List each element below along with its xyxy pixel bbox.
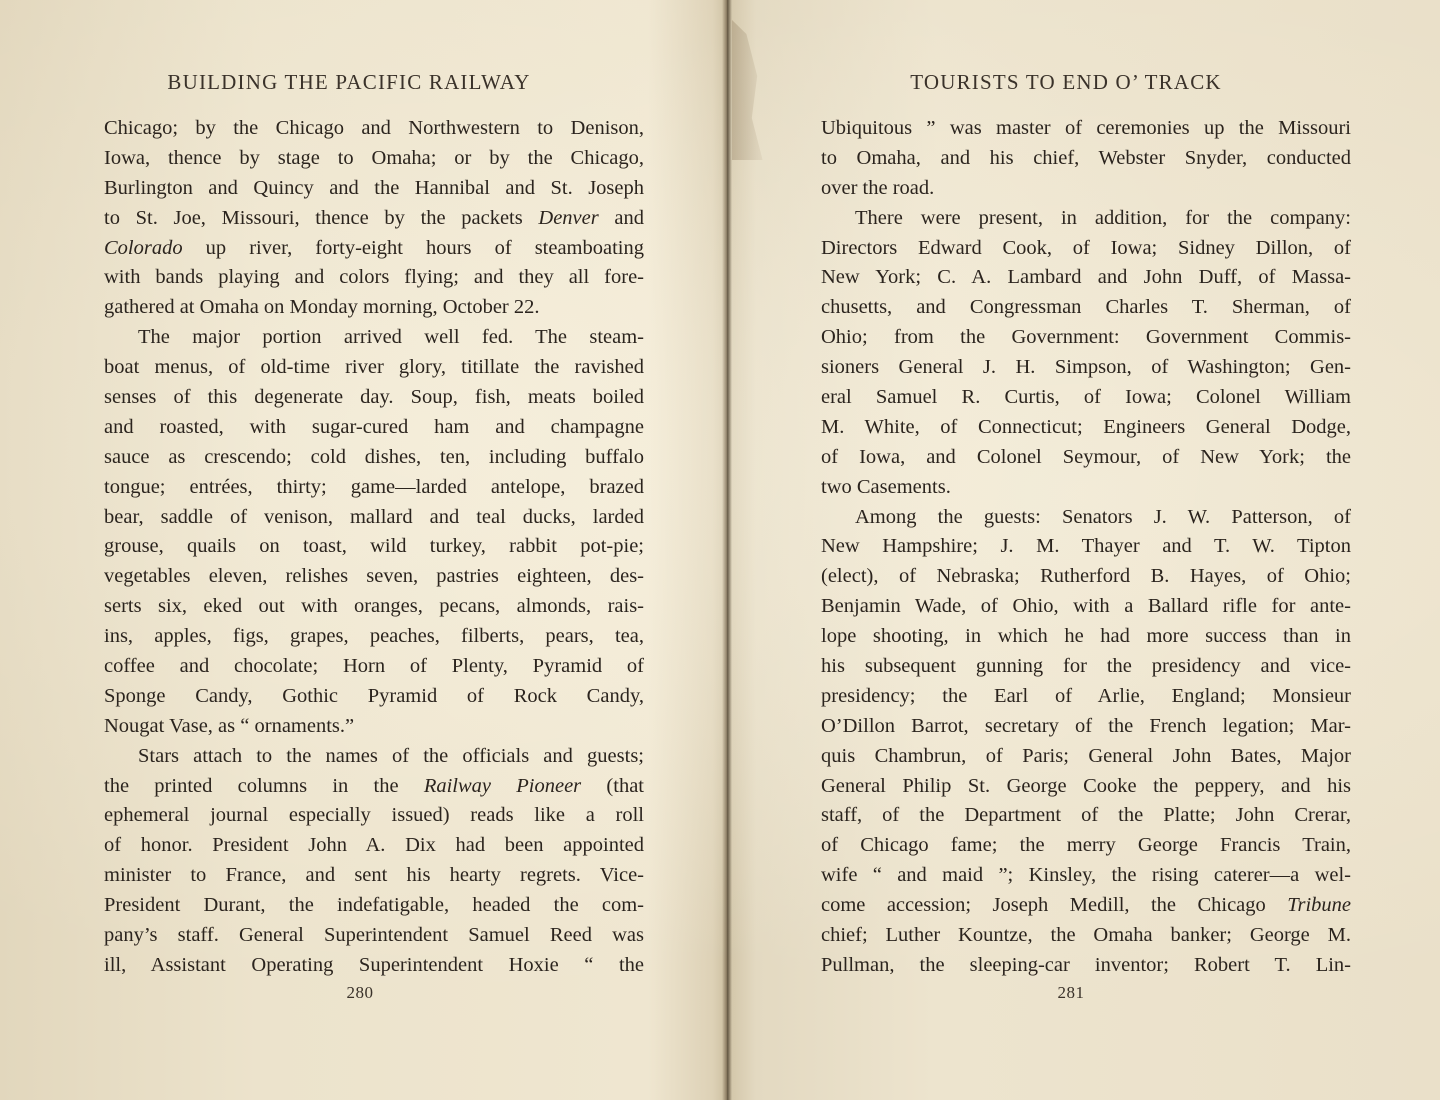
text-run: quis Chambrun, of Paris; General John Bates, Major [821, 744, 1351, 767]
text-line [821, 503, 1351, 533]
text-line [821, 413, 1351, 443]
text-run: the printed columns in the [104, 774, 424, 797]
text-line [104, 204, 644, 234]
left-page [104, 0, 644, 1100]
text-run: of honor. President John A. Dix had been appointed [104, 834, 644, 857]
text-line [821, 951, 1351, 981]
text-run: (elect), of Nebraska; Rutherford B. Hayes, of Ohio; [821, 565, 1351, 588]
text-line [104, 532, 644, 562]
text-run: New York; C. A. Lambard and John Duff, of Massa- [821, 266, 1351, 289]
text-run: over the road. [821, 176, 935, 199]
text-line [821, 174, 1351, 204]
text-run: senses of this degenerate day. Soup, fish, meats boiled [104, 386, 644, 409]
text-run: Nougat Vase, as “ ornaments.” [104, 714, 355, 737]
text-run: grouse, quails on toast, wild turkey, rabbit pot-pie; [104, 535, 644, 558]
text-run: General Philip St. George Cooke the peppery, and his [821, 774, 1351, 797]
text-run: O’Dillon Barrot, secretary of the French legation; Mar- [821, 714, 1351, 737]
text-line [104, 383, 644, 413]
text-line [104, 144, 644, 174]
text-run: President Durant, the indefatigable, headed the com- [104, 894, 644, 917]
text-line [821, 652, 1351, 682]
text-run: Ubiquitous ” was master of ceremonies up the Missouri [821, 117, 1351, 139]
text-run: eral Samuel R. Curtis, of Iowa; Colonel William [821, 386, 1351, 409]
text-run: wife “ and maid ”; Kinsley, the rising caterer—a wel- [821, 864, 1351, 887]
text-run: coffee and chocolate; Horn of Plenty, Pyramid of [104, 655, 644, 678]
text-run: New Hampshire; J. M. Thayer and T. W. Tipton [821, 535, 1351, 558]
text-line [821, 562, 1351, 592]
text-line [821, 293, 1351, 323]
text-run: chusetts, and Congressman Charles T. Sherman, of [821, 296, 1351, 319]
text-line [821, 204, 1351, 234]
text-run: serts six, eked out with oranges, pecans, almonds, rais- [104, 595, 644, 618]
text-run: lope shooting, in which he had more success than in [821, 625, 1351, 648]
text-run: of Iowa, and Colonel Seymour, of New York; the [821, 445, 1351, 468]
text-line [104, 114, 644, 144]
text-run: minister to France, and sent his hearty regrets. Vice- [104, 864, 644, 887]
page-number: 280 [346, 983, 374, 1002]
text-line [821, 532, 1351, 562]
italic-title: Colorado [104, 236, 183, 259]
text-run: Chicago; by the Chicago and Northwestern to Denison, [104, 117, 644, 139]
text-run: ephemeral journal especially issued) reads like a roll [104, 804, 644, 827]
text-line [821, 831, 1351, 861]
text-line [821, 353, 1351, 383]
text-line [821, 144, 1351, 174]
text-line [104, 682, 644, 712]
text-line [821, 891, 1351, 921]
text-line [104, 263, 644, 293]
text-run: Burlington and Quincy and the Hannibal and St. Joseph [104, 176, 644, 199]
running-head: BUILDING THE PACIFIC RAILWAY [167, 70, 531, 94]
text-line [104, 742, 644, 772]
text-line [104, 174, 644, 204]
text-line [821, 682, 1351, 712]
text-line [821, 772, 1351, 802]
text-run: and roasted, with sugar-cured ham and champagne [104, 415, 644, 438]
text-line [821, 114, 1351, 144]
text-run: his subsequent gunning for the presidency and vice- [821, 655, 1351, 678]
torn-page-edge [732, 20, 768, 160]
text-run: sioners General J. H. Simpson, of Washington; Gen- [821, 356, 1351, 379]
text-run: Directors Edward Cook, of Iowa; Sidney Dillon, of [821, 236, 1351, 259]
text-line [104, 293, 644, 323]
text-run: Sponge Candy, Gothic Pyramid of Rock Candy, [104, 684, 644, 707]
text-run: to St. Joe, Missouri, thence by the packets [104, 206, 539, 229]
text-run: Iowa, thence by stage to Omaha; or by the Chicago, [104, 146, 644, 169]
text-line [104, 622, 644, 652]
text-line [104, 891, 644, 921]
text-run: M. White, of Connecticut; Engineers General Dodge, [821, 415, 1351, 438]
text-run: Benjamin Wade, of Ohio, with a Ballard rifle for ante- [821, 595, 1351, 618]
text-run: of Chicago fame; the merry George Francis Train, [821, 834, 1351, 857]
text-line [821, 473, 1351, 503]
text-run: presidency; the Earl of Arlie, England; Monsieur [821, 684, 1351, 707]
text-line [821, 921, 1351, 951]
text-run: ill, Assistant Operating Superintendent Hoxie “ the [104, 953, 644, 976]
text-run: ins, apples, figs, grapes, peaches, filberts, pears, tea, [104, 625, 644, 648]
italic-title: Tribune [1287, 894, 1351, 917]
text-run: bear, saddle of venison, mallard and teal ducks, larded [104, 505, 644, 528]
text-line [104, 861, 644, 891]
text-line [821, 712, 1351, 742]
text-run: chief; Luther Kountze, the Omaha banker; George M. [821, 924, 1351, 947]
text-line [104, 323, 644, 353]
body-text [104, 114, 644, 981]
text-line [104, 801, 644, 831]
text-run: gathered at Omaha on Monday morning, October 22. [104, 296, 540, 319]
text-line [821, 323, 1351, 353]
text-line [821, 801, 1351, 831]
text-line [104, 592, 644, 622]
text-run: boat menus, of old-time river glory, titillate the ravished [104, 356, 644, 379]
text-line [104, 772, 644, 802]
text-run: Ohio; from the Government: Government Commis- [821, 326, 1351, 349]
text-line [821, 861, 1351, 891]
book-gutter [722, 0, 732, 1100]
text-run: There were present, in addition, for the company: [855, 206, 1351, 229]
text-line [104, 234, 644, 264]
text-run: two Casements. [821, 475, 951, 498]
text-line [821, 443, 1351, 473]
text-run: up river, forty-eight hours of steamboating [182, 236, 644, 259]
text-run: The major portion arrived well fed. The steam- [138, 326, 644, 349]
text-run: (that [581, 774, 644, 797]
text-run: and [598, 206, 644, 229]
text-line [104, 503, 644, 533]
body-text [821, 114, 1351, 981]
text-line [821, 263, 1351, 293]
text-line [821, 592, 1351, 622]
text-line [104, 473, 644, 503]
text-line [104, 831, 644, 861]
text-line [104, 353, 644, 383]
text-run: tongue; entrées, thirty; game—larded antelope, brazed [104, 475, 644, 498]
text-line [104, 921, 644, 951]
running-head: TOURISTS TO END O’ TRACK [910, 70, 1222, 94]
page-number: 281 [1057, 983, 1085, 1002]
text-line [104, 413, 644, 443]
text-run: come accession; Joseph Medill, the Chicago [821, 894, 1288, 917]
text-line [104, 443, 644, 473]
text-run: Pullman, the sleeping-car inventor; Robert T. Lin- [821, 953, 1351, 976]
text-run: sauce as crescendo; cold dishes, ten, including buffalo [104, 445, 644, 468]
text-line [104, 712, 644, 742]
text-run: vegetables eleven, relishes seven, pastries eighteen, des- [104, 565, 644, 588]
text-run: pany’s staff. General Superintendent Samuel Reed was [104, 924, 644, 947]
text-run: Among the guests: Senators J. W. Patterson, of [855, 505, 1351, 528]
italic-title: Denver [538, 206, 599, 229]
text-run: Stars attach to the names of the officials and guests; [138, 744, 644, 767]
text-line [104, 652, 644, 682]
italic-title: Railway Pioneer [423, 774, 582, 797]
text-run: staff, of the Department of the Platte; John Crerar, [821, 804, 1351, 827]
text-run: to Omaha, and his chief, Webster Snyder, conducted [821, 146, 1351, 169]
right-page [821, 0, 1351, 1100]
text-line [821, 622, 1351, 652]
text-run: with bands playing and colors flying; and they all fore- [104, 266, 644, 289]
text-line [821, 742, 1351, 772]
text-line [821, 383, 1351, 413]
text-line [821, 234, 1351, 264]
text-line [104, 562, 644, 592]
text-line [104, 951, 644, 981]
